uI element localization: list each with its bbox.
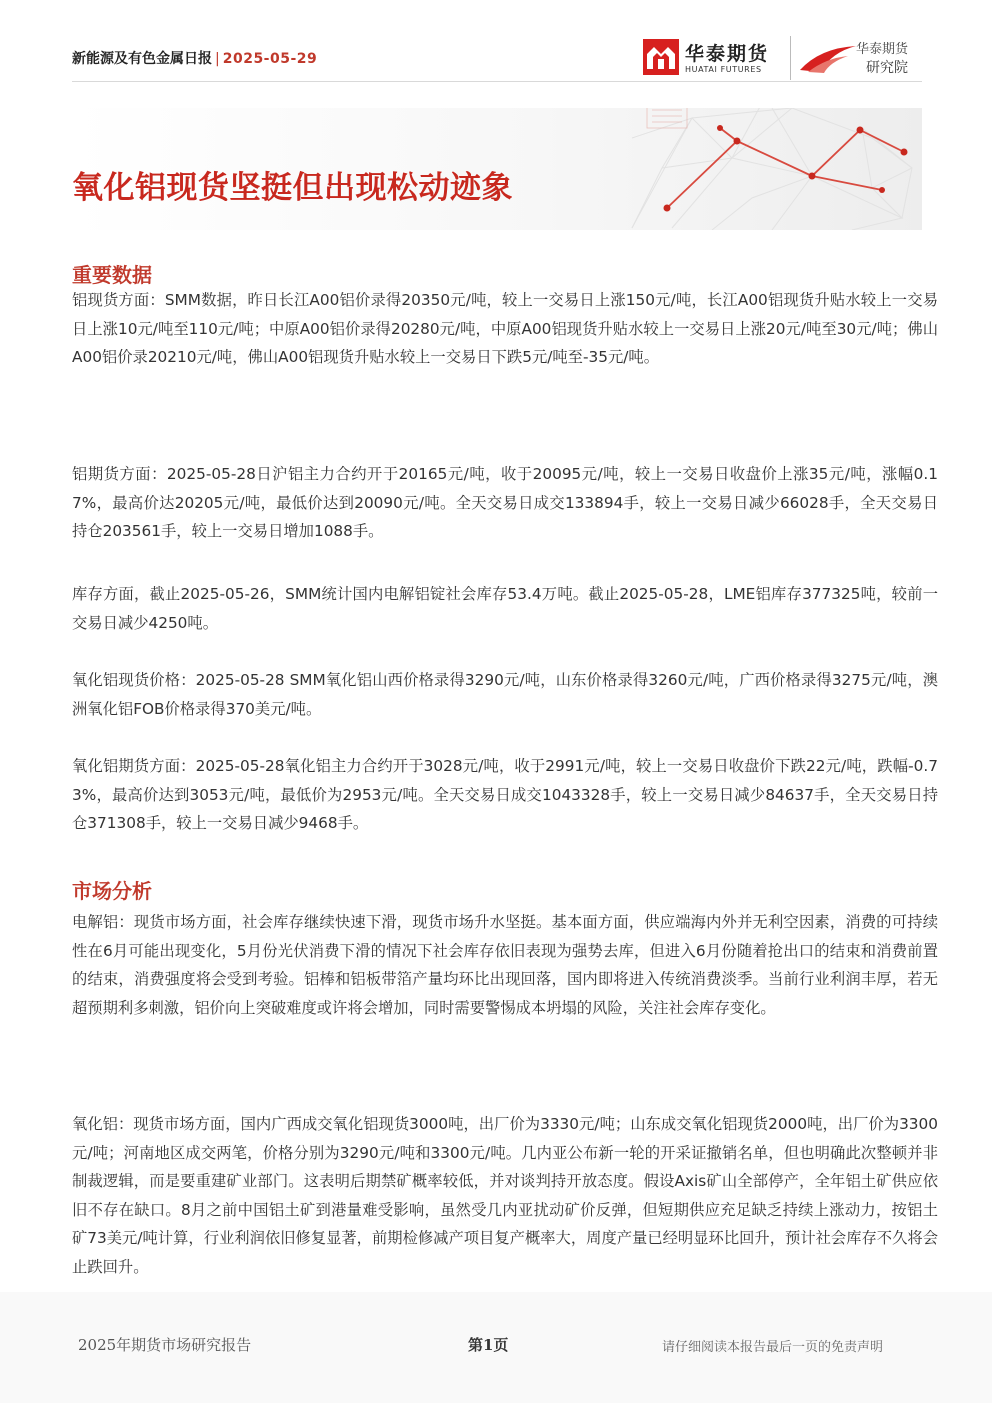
section-heading-key-data: 重要数据 [72,263,152,287]
research-institute-logo [798,36,928,80]
huatai-logo-icon [643,39,679,75]
paragraph-aluminum-spot: 铝现货方面：SMM数据，昨日长江A00铝价录得20350元/吨，较上一交易日上涨150元/吨，长江A00铝现货升贴水较上一交易日上涨10元/吨至110元/吨；中原A00铝价录得20280元/吨，中原A00铝现货升贴水较上一交易日上涨20元/吨至30元/吨；佛山A00铝价录20210元/吨，佛山A00铝现货升贴水较上一交易日下跌5元/吨至-35元/吨。 [72,291,938,366]
logo-divider [790,36,791,80]
logo-en-name: HUATAI FUTURES [685,65,762,74]
page-number: 第1页 [468,1336,509,1354]
paragraph-alumina-spot: 氧化铝现货价格：2025-05-28 SMM氧化铝山西价格录得3290元/吨，山东价格录得3260元/吨，广西价格录得3275元/吨，澳洲氧化铝FOB价格录得370美元/吨。 [72,671,938,718]
page-header [0,0,992,240]
report-name: 新能源及有色金属日报 [72,51,212,67]
paragraph-electrolytic-aluminum: 电解铝：现货市场方面，社会库存继续快速下滑，现货市场升水坚挺。基本面方面，供应端海内外并无利空因素，消费的可持续性在6月可能出现变化，5月份光伏消费下滑的情况下社会库存依旧表现为强势去库，但进入6月份随着抢出口的结束和消费前置的结束，消费强度将会受到考验。铝棒和铝板带箔产量均环比出现回落，国内即将进入传统消费淡季。当前行业利润丰厚，若无超预期利多刺激，铝价向上突破难度或许将会增加，同时需要警惕成本坍塌的风险，关注社会库存变化。 [72,913,938,1017]
section-heading-market-analysis: 市场分析 [72,879,152,903]
footer-report-title: 2025年期货市场研究报告 [78,1336,252,1354]
huatai-logo [643,38,783,78]
report-header-label [72,48,317,68]
logo-cn-name: 华泰期货 [685,43,770,65]
research-logo-line2: 研究院 [866,60,908,76]
header-separator: | [215,51,220,67]
report-date: 2025-05-29 [222,51,318,67]
disclaimer-note: 请仔细阅读本报告最后一页的免责声明 [662,1340,884,1355]
paragraph-alumina-futures: 氧化铝期货方面：2025-05-28氧化铝主力合约开于3028元/吨，收于2991元/吨，较上一交易日收盘价下跌22元/吨，跌幅-0.73%，最高价达到3053元/吨，最低价为2953元/吨。全天交易日成交1043328手，较上一交易日减少84637手，全天交易日持仓371308手，较上一交易日减少9468手。 [72,757,938,832]
paragraph-alumina-analysis: 氧化铝：现货市场方面，国内广西成交氧化铝现货3000吨，出厂价为3330元/吨；山东成交氧化铝现货2000吨，出厂价为3300元/吨；河南地区成交两笔，价格分别为3290元/吨和3300元/吨。几内亚公布新一轮的开采证撤销名单，但也明确此次整顿并非制裁逻辑，而是要重建矿业部门。这表明后期禁矿概率较低，并对谈判持开放态度。假设Axis矿山全部停产，全年铝土矿供应依旧不存在缺口。8月之前中国铝土矿到港量难受影响，虽然受几内亚扰动矿价反弹，但短期供应充足缺乏持续上涨动力，按铝土矿73美元/吨计算，行业利润依旧修复显著，前期检修减产项目复产概率大，周度产量已经明显环比回升，预计社会库存不久将会止跌回升。 [72,1115,938,1276]
research-logo-line1: 华泰期货 [856,42,909,57]
header-divider [72,81,922,82]
paragraph-inventory: 库存方面，截止2025-05-26，SMM统计国内电解铝锭社会库存53.4万吨。截止2025-05-28，LME铝库存377325吨，较前一交易日减少4250吨。 [72,585,938,632]
report-title: 氧化铝现货坚挺但出现松动迹象 [72,170,513,206]
paragraph-aluminum-futures: 铝期货方面：2025-05-28日沪铝主力合约开于20165元/吨，收于20095元/吨，较上一交易日收盘价上涨35元/吨，涨幅0.17%，最高价达20205元/吨，最低价达到20090元/吨。全天交易日成交133894手，较上一交易日减少66028手，全天交易日持仓203561手，较上一交易日增加1088手。 [72,465,938,540]
research-institute-logo-icon [798,42,860,74]
